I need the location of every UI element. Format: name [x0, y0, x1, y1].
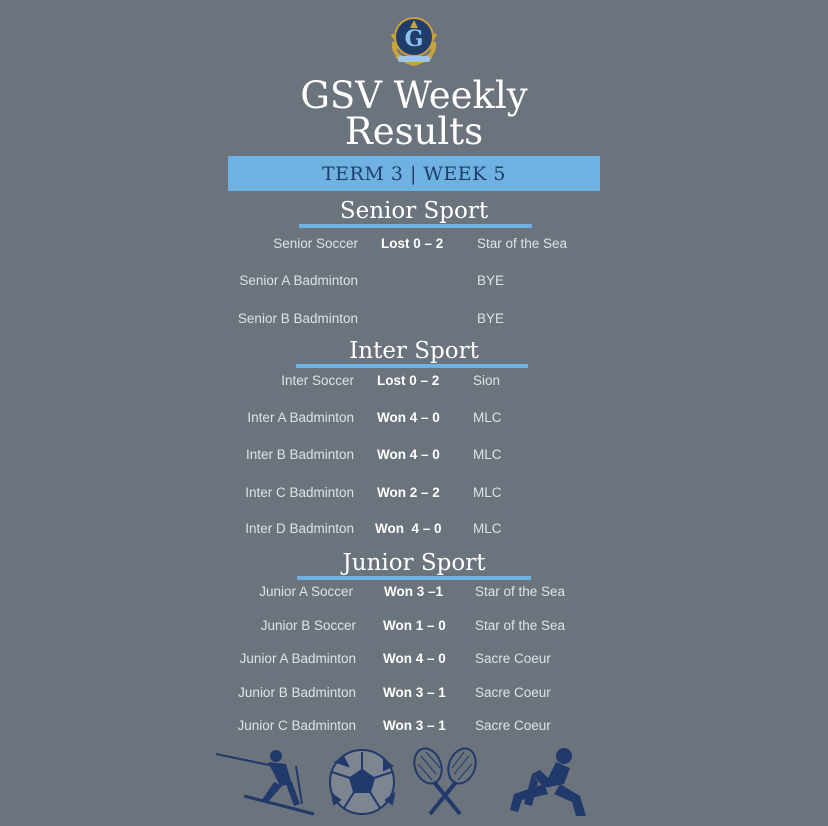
match-result: Lost 0 – 2 [377, 373, 440, 388]
page-title-line-1: GSV Weekly [300, 74, 528, 117]
section-title-senior: Senior Sport [339, 198, 489, 224]
result-row [0, 485, 828, 505]
sport-name: Inter C Badminton [245, 485, 354, 500]
opponent-name: MLC [473, 410, 502, 425]
opponent-name: Star of the Sea [475, 618, 566, 633]
sport-name: Junior A Soccer [259, 584, 353, 599]
sport-name: Junior C Badminton [237, 718, 356, 733]
sport-name: Senior A Badminton [239, 273, 358, 288]
match-result: Won 3 – 1 [383, 685, 446, 700]
match-result: Won 1 – 0 [383, 618, 446, 633]
result-row [0, 651, 828, 671]
result-row [0, 447, 828, 467]
match-result: Won 4 – 0 [377, 447, 440, 462]
opponent-name: MLC [473, 447, 502, 462]
skier-icon [216, 750, 314, 814]
sport-name: Senior B Badminton [237, 311, 358, 326]
page-title-line-2: Results [344, 110, 484, 153]
result-row [0, 373, 828, 393]
term-week-label: TERM 3 | WEEK 5 [321, 162, 506, 185]
svg-text:G: G [404, 26, 424, 52]
school-crest-logo [386, 12, 442, 68]
opponent-name: Star of the Sea [477, 236, 568, 251]
section-underline-senior [299, 224, 532, 228]
opponent-name: Sacre Coeur [475, 651, 551, 666]
section-title-inter: Inter Sport [349, 338, 479, 364]
match-result: Won 4 – 0 [375, 521, 442, 536]
result-row [0, 685, 828, 705]
result-row [0, 311, 828, 331]
sport-icons-strip [214, 744, 594, 818]
soccer-ball-icon [330, 750, 394, 814]
match-result: Won 2 – 2 [377, 485, 440, 500]
match-result: Won 4 – 0 [377, 410, 440, 425]
section-title-junior: Junior Sport [342, 550, 486, 576]
result-row [0, 618, 828, 638]
opponent-name: MLC [473, 521, 502, 536]
sport-name: Junior A Badminton [239, 651, 356, 666]
opponent-name: MLC [473, 485, 502, 500]
sport-name: Inter Soccer [281, 373, 354, 388]
match-result: Won 3 –1 [384, 584, 444, 599]
opponent-name: Sacre Coeur [475, 685, 551, 700]
sport-name: Inter B Badminton [245, 447, 354, 462]
opponent-name: BYE [477, 273, 505, 288]
sport-name: Inter A Badminton [247, 410, 354, 425]
result-row [0, 236, 828, 256]
opponent-name: Sacre Coeur [475, 718, 551, 733]
opponent-name: Sion [473, 373, 501, 388]
sport-name: Junior B Badminton [238, 685, 356, 700]
section-underline-junior [297, 576, 531, 580]
term-week-banner [228, 156, 600, 191]
sprinter-icon [510, 748, 586, 816]
sport-name: Junior B Soccer [260, 618, 356, 633]
result-row [0, 273, 828, 293]
opponent-name: BYE [477, 311, 505, 326]
section-underline-inter [296, 364, 528, 368]
opponent-name: Star of the Sea [475, 584, 566, 599]
match-result: Won 3 – 1 [383, 718, 446, 733]
badminton-rackets-icon [410, 745, 481, 814]
result-row [0, 718, 828, 738]
result-row [0, 521, 828, 541]
match-result: Lost 0 – 2 [381, 236, 444, 251]
result-row [0, 410, 828, 430]
result-row [0, 584, 828, 604]
sport-name: Senior Soccer [273, 236, 358, 251]
match-result: Won 4 – 0 [383, 651, 446, 666]
sport-name: Inter D Badminton [245, 521, 354, 536]
